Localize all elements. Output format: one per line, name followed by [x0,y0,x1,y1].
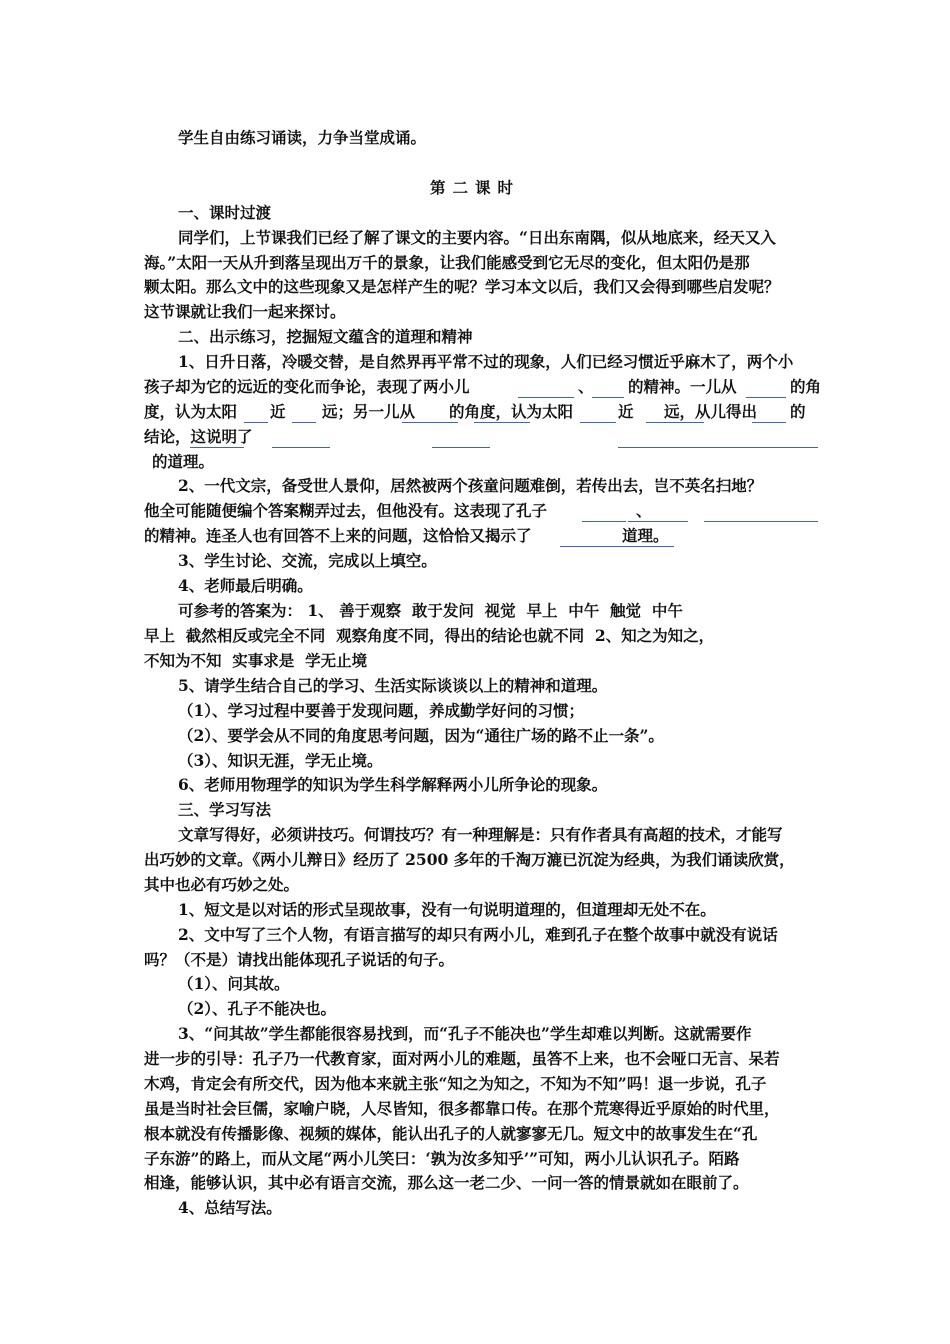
text-fragment: 的角 [790,377,822,396]
text-fragment: 结论，这说明了 [144,427,253,446]
answer-blank [752,422,786,423]
subheading: 二、出示练习，挖掘短文蕴含的道理和精神 [178,327,473,346]
subheading: 一、课时过渡 [178,203,272,222]
list-item: （2）、要学会从不同的角度思考问题，因为“通往广场的路不止一条”。 [178,726,664,745]
answer-blank [628,521,688,522]
text-line: 4、老师最后明确。 [178,576,313,595]
text-fragment: 的角度，认为太阳 [449,402,574,421]
text-fragment: 远；另一儿从 [322,402,416,421]
text-line: 相逢，能够认识，其中必有语言交流，那么这一老二少、一问一答的情景就如在眼前了。 [144,1173,749,1192]
answer-blank [292,422,316,423]
text-line: 学生自由练习诵读，力争当堂成诵。 [178,128,427,147]
answer-text: 可参考的答案为： 1、 善于观察 敢于发问 视觉 早上 中午 触觉 中午 [178,601,683,620]
text-line: 2、一代文宗，备受世人景仰，居然被两个孩童问题难倒，若传出去，岂不英名扫地？ [178,476,763,495]
text-fragment: 度，认为太阳 [144,402,238,421]
text-line: 虽是当时社会巨儒，家喻户晓，人尽皆知，很多都靠口传。在那个荒寒得近乎原始的时代里， [144,1099,780,1118]
text-fragment: 的 [790,402,806,421]
text-line: 1、日升日落，冷暖交替，是自然界再平常不过的现象，人们已经习惯近乎麻木了，两个小 [178,352,794,371]
text-line: 1、短文是以对话的形式呈现故事，没有一句说明道理的，但道理却无处不在。 [178,900,716,919]
text-line: 根本就没有传播影像、视频的媒体，能认出孔子的人就寥寥无几。短文中的故事发生在“孔 [144,1124,758,1143]
text-line: 吗？（不是）请找出能体现孔子说话的句子。 [144,950,455,969]
answer-text: 不知为不知 实事求是 学无止境 [144,651,368,670]
text-fragment: 远，从儿得出 [664,402,758,421]
section-heading: 第二课时 [429,178,520,197]
list-item: （3）、知识无涯，学无止境。 [178,751,383,770]
text-fragment: 的道理。 [152,452,215,471]
text-line: 3、学生讨论、交流，完成以上填空。 [178,551,437,570]
answer-text: 早上 截然相反或完全不同 观察角度不同，得出的结论也就不同 2、知之为知之， [144,626,715,645]
text-line: 进一步的引导：孔子乃一代教育家，面对两小儿的难题，虽答不上来，也不会哑口无言、呆若 [144,1049,780,1068]
text-line: 海。”太阳一天从升到落呈现出万千的景象，让我们能感受到它无尽的变化，但太阳仍是那 [144,253,750,272]
text-line: 出巧妙的文章。《两小儿辩日》经历了 2500 多年的千淘万漉已沉淀为经典，为我们诵读欣赏， [144,850,795,869]
text-line: 4、总结写法。 [178,1198,282,1217]
text-fragment: 近 [618,402,634,421]
text-line: 同学们，上节课我们已经了解了课文的主要内容。“日出东南隅，似从地底来，经天又入 [178,228,776,247]
answer-blank [190,447,244,448]
answer-blank [272,447,330,448]
list-item: （1）、学习过程中要善于发现问题，养成勤学好问的习惯； [178,701,585,720]
text-fragment: 他全可能随便编个答案糊弄过去，但他没有。这表现了孔子 [144,501,548,520]
answer-blank [432,447,490,448]
answer-blank [474,422,530,423]
text-fragment: 近 [270,402,286,421]
text-fragment: 、 [578,377,594,396]
subheading: 三、学习写法 [178,800,272,819]
answer-blank [704,521,818,522]
text-line: 5、请学生结合自己的学习、生活实际谈谈以上的精神和道理。 [178,676,608,695]
text-line: 文章写得好，必须讲技巧。何谓技巧？有一种理解是：只有作者具有高超的技术，才能写 [178,825,783,844]
text-line: 颗太阳。那么文中的这些现象又是怎样产生的呢？学习本文以后，我们又会得到哪些启发呢？ [144,277,780,296]
text-line: 孩子却为它的远近的变化而争论，表现了两小儿 [144,377,470,396]
list-item: （2）、孔子不能决也。 [178,999,337,1018]
answer-blank [518,397,574,398]
list-item: （1）、问其故。 [178,974,290,993]
text-line: 3、“问其故”学生都能很容易找到，而“孔子不能决也”学生却难以判断。这就需要作 [178,1024,752,1043]
answer-blank [580,422,616,423]
text-line: 其中也必有巧妙之处。 [144,875,300,894]
text-line: 这节课就让我们一起来探讨。 [144,302,346,321]
text-line: 子东游”的路上，而从文尾“两小儿笑曰：‘孰为汝多知乎’”可知，两小儿认识孔子。陌路 [144,1149,740,1168]
answer-blank [244,422,268,423]
answer-blank [592,397,624,398]
text-fragment: 道理。 [622,526,669,545]
text-line: 6、老师用物理学的知识为学生科学解释两小儿所争论的现象。 [178,775,608,794]
text-fragment: 的精神。连圣人也有回答不上来的问题，这恰恰又揭示了 [144,526,532,545]
answer-blank [746,397,786,398]
text-line: 2、文中写了三个人物，有语言描写的却只有两小儿，难到孔子在整个故事中就没有说话 [178,925,778,944]
answer-blank [582,521,626,522]
text-line: 木鸡，肯定会有所交代，因为他本来就主张“知之为知之，不知为不知”吗！退一步说，孔子 [144,1074,767,1093]
text-fragment: 、 [636,501,652,520]
text-fragment: 的精神。一儿从 [628,377,737,396]
answer-blank [618,447,818,448]
